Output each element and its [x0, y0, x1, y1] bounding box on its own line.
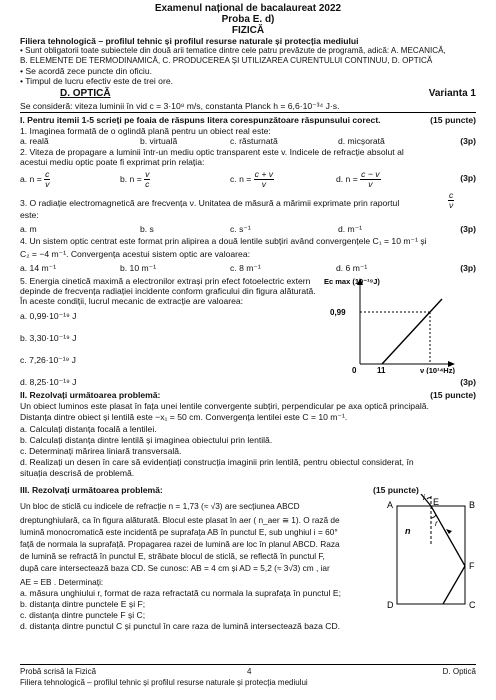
intro-line-3: B. ELEMENTE DE TERMODINAMICĂ, C. PRODUCEREA ȘI UTILIZAREA CURENTULUI CONTINUU, D. OPTICĂ [20, 56, 433, 65]
intro-line-1: Filiera tehnologică – profilul tehnic și profilul resurse naturale și protecția mediului [20, 36, 359, 46]
point-a-label: A [387, 500, 394, 510]
q2-points: (3p) [460, 173, 476, 183]
part3-item-b: b. distanța dintre punctele E și F; [20, 599, 146, 609]
point-f-label: F [469, 561, 475, 571]
intro-line-5: • Timpul de lucru efectiv este de trei ore. [20, 76, 173, 86]
q5-option-c: c. 7,26·10⁻¹⁹ J [20, 355, 76, 365]
footer-right: D. Optică [442, 667, 476, 676]
part2-points: (15 puncte) [430, 390, 476, 400]
q1-option-d: d. micșorată [338, 136, 385, 146]
q4-option-c: c. 8 m⁻¹ [230, 263, 261, 273]
part2-line-2: Distanța dintre obiect și lentilă este −x₁ = 50 cm. Convergența lentilei este C = 10 m⁻¹. [20, 412, 348, 422]
q3-points: (3p) [460, 224, 476, 234]
q5-text-2: depinde de frecvența radiației incidente conform graficului din figura alăturată. [20, 286, 316, 296]
graph-ylabel: Ec max (10⁻¹⁹J) [324, 277, 380, 286]
q2-text-1: 2. Viteza de propagare a luminii într-un mediu optic transparent este v. Indicele de refracție absolut al [20, 147, 404, 157]
q2-option-d: d. n = $\frac{c - v}{v}$ [336, 169, 380, 189]
photoelectric-graph [320, 274, 480, 374]
angle-r-label: r [435, 519, 438, 528]
q2-option-b: b. n = $\frac{v}{c}$ [120, 169, 150, 189]
q1-option-c: c. răsturnată [230, 136, 278, 146]
q1-points: (3p) [460, 136, 476, 146]
part3-line-4: față de normala la suprafață. Propagarea razei de lumină are loc în planul ABCD. Raza [20, 539, 340, 549]
q3-option-a: a. m [20, 224, 37, 234]
part3-line-7: AE = EB . Determinați: [20, 577, 104, 587]
q2-option-c: c. n = $\frac{c + v}{v}$ [230, 169, 274, 189]
q1-text: 1. Imaginea formată de o oglindă plană pentru un obiect real este: [20, 126, 271, 136]
part3-line-5: de lumină se refractă în punctul E, străbate blocul de sticlă, se reflectă în punctul F, [20, 551, 325, 561]
part2-item-c: c. Determinați mărirea liniară transversală. [20, 446, 182, 456]
part2-item-b: b. Calculați distanța dintre lentilă și imaginea obiectului prin lentilă. [20, 435, 273, 445]
q1-option-a: a. reală [20, 136, 49, 146]
q5-points: (3p) [460, 377, 476, 387]
glass-block-figure [383, 494, 483, 612]
part3-title: III. Rezolvați următoarea problemă: [20, 485, 163, 495]
part3-line-2: dreptunghiulară, ca în figura alăturată. Blocul este plasat în aer ( n_aer ≅ 1). O rază de [20, 515, 340, 525]
graph-xlabel: ν (10¹⁴Hz) [420, 366, 455, 374]
part2-item-a: a. Calculați distanța focală a lentilei. [20, 424, 157, 434]
exam-title: Examenul național de bacalaureat 2022 [154, 3, 342, 14]
intro-line-4: • Se acordă zece puncte din oficiu. [20, 66, 152, 76]
q4-text-1: 4. Un sistem optic centrat este format prin alipirea a două lentile subțiri având convergențele C₁ = 10 m⁻¹ și [20, 236, 427, 246]
footer-left: Probă scrisă la Fizică [20, 667, 97, 676]
variant-label: Varianta 1 [428, 88, 476, 99]
point-b-label: B [469, 500, 476, 510]
q4-option-a: a. 14 m⁻¹ [20, 263, 57, 273]
graph-xvalue: 11 [377, 366, 386, 374]
q5-text-1: 5. Energia cinetică maximă a electronilor extrași prin efect fotoelectric extern [20, 276, 311, 286]
q4-option-b: b. 10 m⁻¹ [120, 263, 157, 273]
constants-line: Se consideră: viteza luminii în vid c = 3·10⁸ m/s, constanta Planck h = 6,6·10⁻³⁴ J·s. [20, 101, 340, 111]
part1-title: I. Pentru itemii 1-5 scrieți pe foaia de răspuns litera corespunzătoare răspunsului corect. [20, 115, 381, 125]
part3-line-6: după care intersectează baza CD. Se cunosc: AB = 4 cm și AD = 5,2 (≈ 3√3) cm , iar [20, 563, 330, 573]
footer-left-2: Filiera tehnologică – profilul tehnic și profilul resurse naturale și protecția mediului [20, 678, 308, 687]
footer-page: 4 [247, 667, 252, 676]
q3-text: 3. O radiație electromagnetică are frecvența ν. Unitatea de măsură a mărimii exprimate prin raportul [20, 198, 400, 208]
point-c-label: C [469, 600, 476, 610]
point-e-label: E [433, 497, 440, 507]
part3-line-1: Un bloc de sticlă cu indicele de refracție n = 1,73 (≈ √3) are secțiunea ABCD [20, 501, 300, 511]
q1-option-b: b. virtuală [140, 136, 178, 146]
part3-line-3: lumină monocromatică este incidentă pe suprafața AB în punctul E, sub unghiul i = 60° [20, 527, 338, 537]
q4-points: (3p) [460, 263, 476, 273]
part3-item-d: d. distanța dintre punctul C și punctul în care raza de lumină intersectează baza CD. [20, 621, 341, 631]
q3-text-2: este: [20, 210, 39, 220]
part2-item-d: d. Realizați un desen în care să evidențiați construcția imaginii prin lentilă, pentru obiectul considerat, în [20, 457, 414, 467]
q3-option-d: d. m⁻¹ [338, 224, 363, 234]
section-title: D. OPTICĂ [60, 88, 111, 99]
q2-option-a: a. n = $\frac{c}{v}$ [20, 169, 50, 189]
index-n-label: n [405, 526, 411, 536]
part2-title: II. Rezolvați următoarea problemă: [20, 390, 161, 400]
q4-text-2: C₂ = −4 m⁻¹. Convergența acestui sistem optic are valoarea: [20, 249, 250, 259]
q4-option-d: d. 6 m⁻¹ [336, 263, 368, 273]
q5-text-3: În aceste condiții, lucrul mecanic de extracție are valoarea: [20, 296, 244, 306]
part2-item-d-cont: situația descrisă de problemă. [20, 468, 135, 478]
divider [20, 112, 476, 113]
part1-points: (15 puncte) [430, 115, 476, 125]
exam-proba: Proba E. d) [221, 14, 275, 25]
q3-option-b: b. s [140, 224, 154, 234]
graph-yvalue: 0,99 [330, 308, 346, 317]
q2-text-2: acestui mediu optic poate fi exprimat prin relația: [20, 157, 205, 167]
q5-option-a: a. 0,99·10⁻¹⁹ J [20, 311, 77, 321]
exam-subject: FIZICĂ [231, 25, 265, 36]
part3-item-a: a. măsura unghiului r, format de raza refractată cu normala la suprafața în punctul E; [20, 588, 342, 598]
q5-option-d: d. 8,25·10⁻¹⁹ J [20, 377, 77, 387]
q3-ratio: $\frac{c}{\nu}$ [449, 190, 454, 210]
part3-points: (15 puncte) [373, 485, 419, 495]
graph-origin: 0 [352, 366, 357, 374]
angle-i-label: i [423, 494, 425, 502]
part3-item-c: c. distanța dintre punctele F și C; [20, 610, 146, 620]
intro-line-2: • Sunt obligatorii toate subiectele din două arii tematice dintre cele patru prevăzute de programă, adică: A. MECANICĂ, [20, 46, 446, 55]
point-d-label: D [387, 600, 394, 610]
part2-line-1: Un obiect luminos este plasat în fața unei lentile convergente subțiri, perpendicular pe axa optică principală. [20, 401, 429, 411]
q3-option-c: c. s⁻¹ [230, 224, 251, 234]
q5-option-b: b. 3,30·10⁻¹⁹ J [20, 333, 77, 343]
footer-rule [20, 664, 476, 665]
